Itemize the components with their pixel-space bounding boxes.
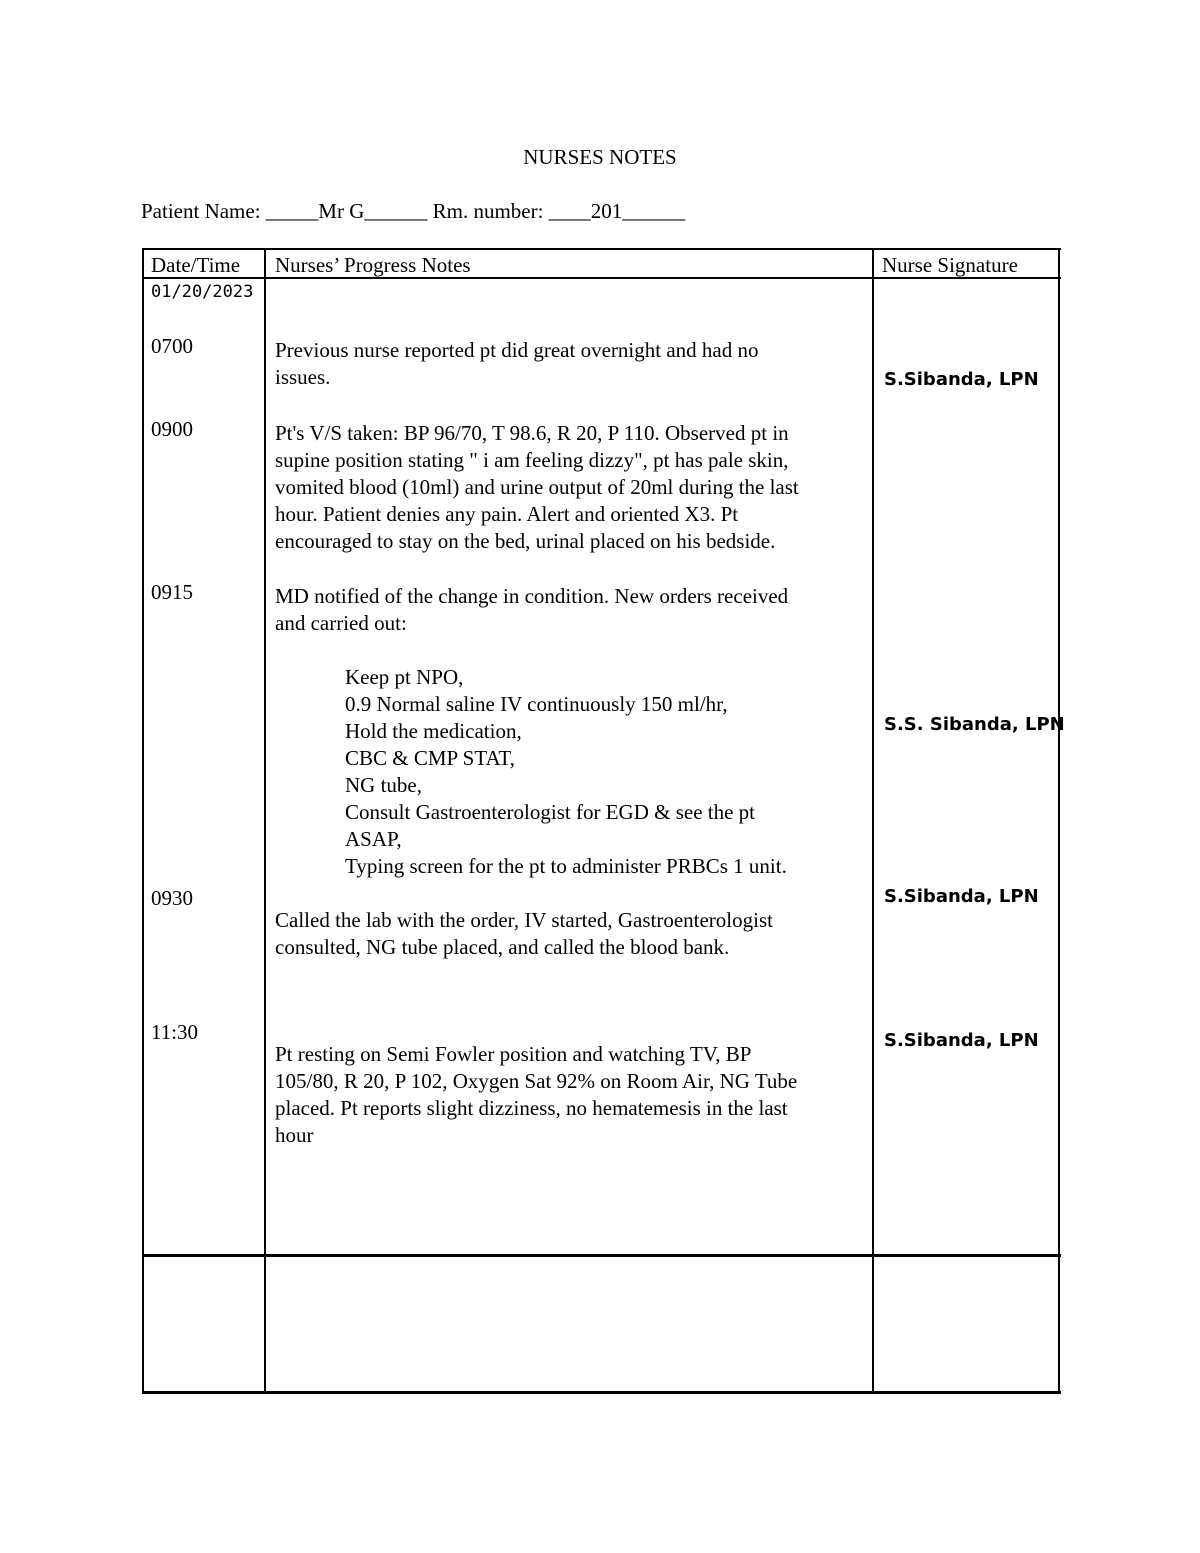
entry-note-line: encouraged to stay on the bed, urinal placed on his bedside. (275, 529, 776, 553)
entry-note-line: 105/80, R 20, P 102, Oxygen Sat 92% on Room Air, NG Tube (275, 1069, 798, 1093)
page-title: NURSES NOTES (523, 145, 677, 169)
entry-date: 01/20/2023 (151, 282, 254, 302)
entry-time: 11:30 (151, 1020, 199, 1044)
column-header-datetime: Date/Time (151, 253, 241, 277)
table-border-right (1058, 248, 1060, 1394)
entry-note-line: hour. Patient denies any pain. Alert and oriented X3. Pt (275, 502, 739, 526)
entry-note-line: hour (275, 1123, 314, 1147)
order-item: ASAP, (345, 827, 402, 851)
table-col-divider-2 (872, 248, 874, 1394)
order-item: Typing screen for the pt to administer PRBCs 1 unit. (345, 854, 787, 878)
order-item: 0.9 Normal saline IV continuously 150 ml/hr, (345, 692, 728, 716)
nurse-signature: S.S. Sibanda, LPN (884, 714, 1065, 735)
entry-note-line: vomited blood (10ml) and urine output of 20ml during the last (275, 475, 799, 499)
entry-note-line: Pt's V/S taken: BP 96/70, T 98.6, R 20, P 110. Observed pt in (275, 421, 789, 445)
order-item: Hold the medication, (345, 719, 522, 743)
entry-time: 0700 (151, 334, 193, 358)
table-col-divider-1 (264, 248, 266, 1394)
entry-note-line: MD notified of the change in condition. New orders received (275, 584, 789, 608)
nurse-signature: S.Sibanda, LPN (884, 369, 1039, 390)
entry-note-line: issues. (275, 365, 331, 389)
entry-note-line: Called the lab with the order, IV started, Gastroenterologist (275, 908, 773, 932)
table-border-bottom (142, 1391, 1061, 1394)
table-row-divider (142, 1254, 1061, 1257)
patient-header: Patient Name: _____Mr G______ Rm. number: ____201______ (141, 199, 686, 223)
entry-time: 0900 (151, 417, 193, 441)
entry-time: 0930 (151, 886, 193, 910)
nurse-signature: S.Sibanda, LPN (884, 886, 1039, 907)
entry-note-line: and carried out: (275, 611, 407, 635)
entry-note-line: supine position stating " i am feeling dizzy", pt has pale skin, (275, 448, 789, 472)
entry-note-line: Previous nurse reported pt did great overnight and had no (275, 338, 759, 362)
entry-note-line: Pt resting on Semi Fowler position and watching TV, BP (275, 1042, 752, 1066)
column-header-signature: Nurse Signature (882, 253, 1018, 277)
entry-note-line: consulted, NG tube placed, and called the blood bank. (275, 935, 730, 959)
order-item: Keep pt NPO, (345, 665, 464, 689)
nurse-signature: S.Sibanda, LPN (884, 1030, 1039, 1051)
order-item: Consult Gastroenterologist for EGD & see the pt (345, 800, 756, 824)
table-border-top (142, 248, 1061, 250)
column-header-notes: Nurses’ Progress Notes (275, 253, 471, 277)
order-item: CBC & CMP STAT, (345, 746, 515, 770)
table-border-left (142, 248, 144, 1394)
entry-note-line: placed. Pt reports slight dizziness, no hematemesis in the last (275, 1096, 788, 1120)
entry-time: 0915 (151, 580, 193, 604)
order-item: NG tube, (345, 773, 422, 797)
